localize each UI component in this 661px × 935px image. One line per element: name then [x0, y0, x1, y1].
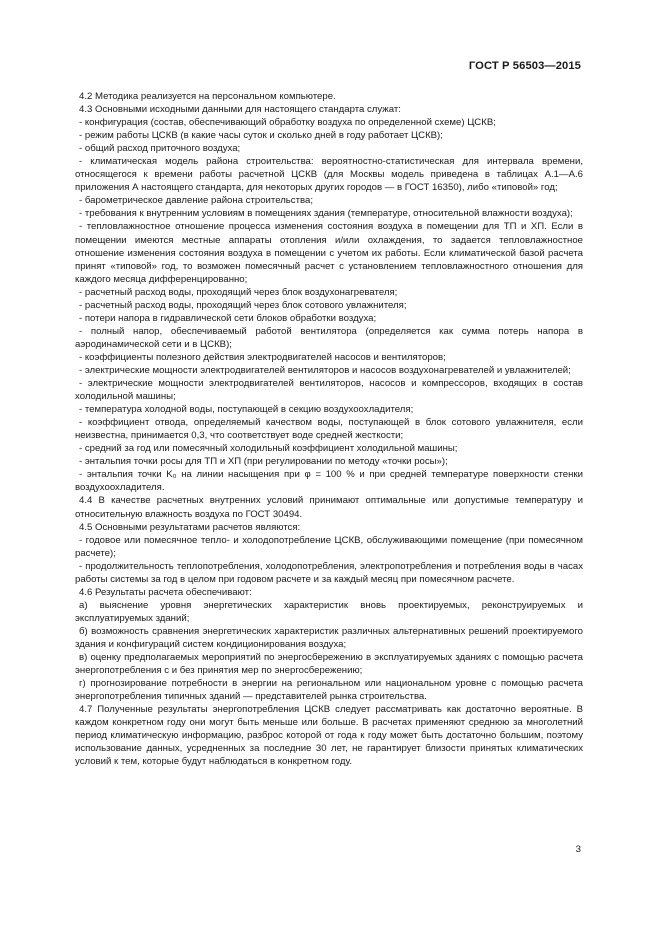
body-paragraph: - барометрическое давление района строительства;	[79, 195, 313, 207]
body-paragraph: - продолжительность теплопотребления, холодопотребления, электропотребления и потребления воды в часах работы системы за год в целом при годовом расчете и за каждый месяц при помесячном расчете.	[75, 560, 583, 585]
body-paragraph: в) оценку предполагаемых мероприятий по энергосбережению в эксплуатируемых зданиях с помощью расчета энергопотребления с и без принятия мер по энергосбережению;	[75, 652, 583, 677]
page-number: 3	[575, 844, 581, 855]
body-paragraph: - коэффициенты полезного действия электродвигателей насосов и вентиляторов;	[79, 351, 446, 363]
body-paragraph: а) выяснение уровня энергетических характеристик вновь проектируемых, реконструируемых и эксплуатируемых зданий;	[75, 599, 583, 624]
body-paragraph: - потери напора в гидравлической сети блоков обработки воздуха;	[79, 312, 377, 324]
body-paragraph: - конфигурация (состав, обеспечивающий обработку воздуха по определенной схеме) ЦСКВ;	[79, 117, 496, 129]
body-paragraph: - годовое или помесячное тепло- и холодопотребление ЦСКВ, обслуживающими помещение (при помесячном расчете);	[75, 534, 583, 559]
body-paragraph: - режим работы ЦСКВ (в какие часы суток и сколько дней в году работает ЦСКВ);	[79, 130, 443, 142]
body-paragraph: - тепловлажностное отношение процесса изменения состояния воздуха в помещении для ТП и ХП. Если в помещении имеются местные аппараты отопления и/или охлаждения, то задается тепловлажностное отношение изменения состояния воздуха в помещении с учетом их работы. Если климатической базой расчета принят «типовой» год, то возможен помесячный расчет с установлением тепловлажностного отношения для каждого месяца дифференцированно;	[75, 221, 583, 285]
body-paragraph: 4.4 В качестве расчетных внутренних условий принимают оптимальные или допустимые температуру и относительную влажность воздуха по ГОСТ 30494.	[75, 495, 583, 520]
body-paragraph: 4.7 Полученные результаты энергопотребления ЦСКВ следует рассматривать как достаточно вероятные. В каждом конкретном году они могут быть меньше или больше. В расчетах применяют среднюю за многолетний период климатическую информацию, разброс которой от года к году может быть достаточно большим, поэтому использование данных, усредненных за последние 30 лет, не гарантирует близости принятых климатических условий к тем, которые будут наблюдаться в конкретном году.	[75, 704, 583, 768]
body-paragraph: - энтальпия точки K₀ на линии насыщения при φ = 100 % и при средней температуре поверхности стенки воздухоохладителя.	[75, 469, 583, 494]
body-paragraph: - расчетный расход воды, проходящий через блок сотового увлажнителя;	[79, 299, 407, 311]
body-paragraph: - коэффициент отвода, определяемый качеством воды, поступающей в блок сотового увлажнителя, если неизвестна, принимается 0,3, что соответствует воде средней жесткости;	[75, 417, 583, 442]
document-header: ГОСТ Р 56503—2015	[468, 60, 581, 72]
body-paragraph: 4.5 Основными результатами расчетов являются:	[79, 521, 301, 533]
body-paragraph: 4.3 Основными исходными данными для настоящего стандарта служат:	[79, 104, 401, 116]
body-paragraph: г) прогнозирование потребности в энергии на региональном или национальном уровне с помощью расчета энергопотребления типичных зданий — представителей рынка строительства.	[75, 678, 583, 703]
body-paragraph: - средний за год или помесячный холодильный коэффициент холодильной машины;	[79, 443, 458, 455]
body-paragraph: 4.2 Методика реализуется на персональном компьютере.	[79, 91, 336, 102]
body-paragraph: - температура холодной воды, поступающей в секцию воздухоохладителя;	[79, 404, 414, 416]
body-paragraph: - климатическая модель района строительства: вероятностно-статистическая для интервала времени, относящегося к времени работы расчетной ЦСКВ (для Москвы модель приведена в таблицах А.1—А.6 приложения А настоящего стандарта, для некоторых других городов — в ГОСТ 16350), либо «типовой» год;	[75, 156, 583, 194]
body-paragraph: - общий расход приточного воздуха;	[79, 143, 241, 155]
body-paragraph: - энтальпия точки росы для ТП и ХП (при регулировании по методу «точки росы»);	[79, 456, 448, 468]
body-paragraph: - электрические мощности электродвигателей вентиляторов, насосов и компрессоров, входящих в состав холодильной машины;	[75, 378, 583, 403]
document-body	[75, 90, 583, 768]
body-paragraph: б) возможность сравнения энергетических характеристик различных альтернативных решений проектируемого здания и конфигураций систем кондиционирования воздуха;	[75, 625, 583, 650]
body-paragraph: 4.6 Результаты расчета обеспечивают:	[79, 586, 252, 598]
body-paragraph: - требования к внутренним условиям в помещениях здания (температуре, относительной влажности воздуха);	[79, 208, 573, 220]
body-paragraph: - полный напор, обеспечиваемый работой вентилятора (определяется как сумма потерь напора в аэродинамической сети и в ЦСКВ);	[75, 325, 583, 350]
body-paragraph: - расчетный расход воды, проходящий через блок воздухонагревателя;	[79, 286, 398, 298]
body-paragraph: - электрические мощности электродвигателей вентиляторов и насосов воздухонагревателей и увлажнителей;	[79, 364, 571, 376]
